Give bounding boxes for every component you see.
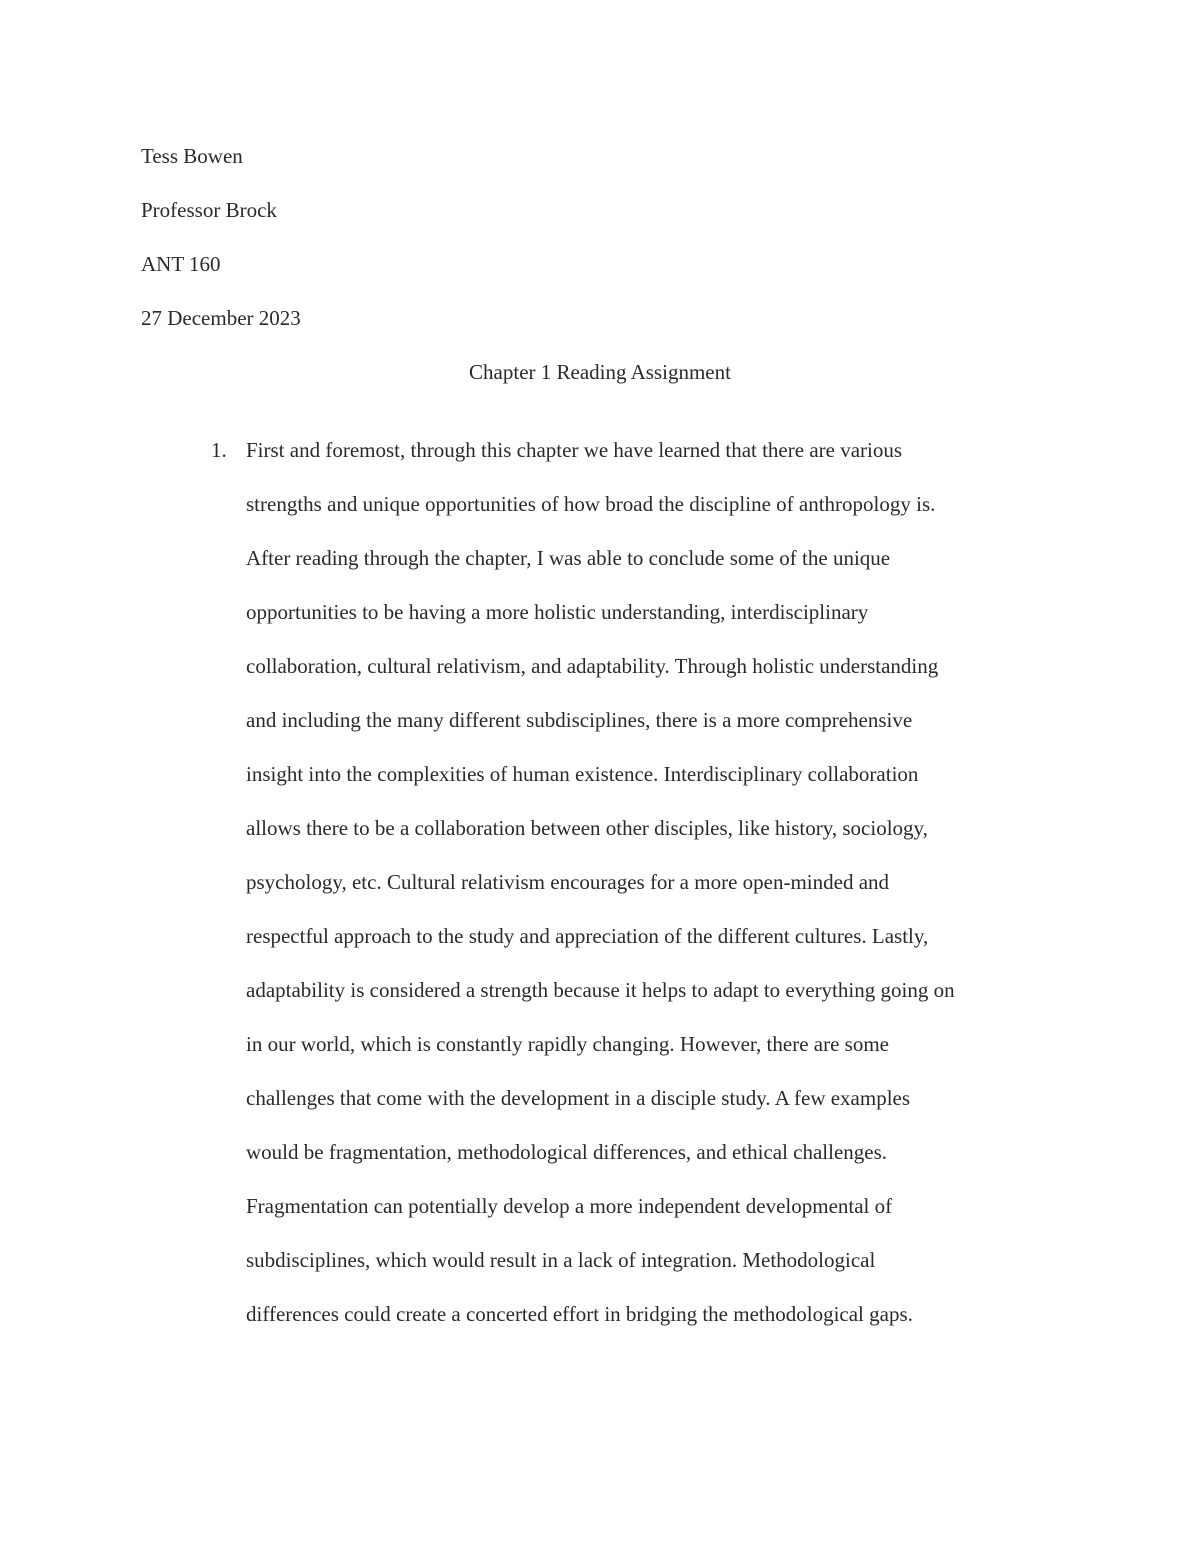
student-name: Tess Bowen xyxy=(141,144,243,168)
body-line: adaptability is considered a strength because it helps to adapt to everything going on xyxy=(246,978,955,1002)
course-code: ANT 160 xyxy=(141,252,221,276)
body-line: differences could create a concerted effort in bridging the methodological gaps. xyxy=(246,1302,913,1326)
body-line: would be fragmentation, methodological differences, and ethical challenges. xyxy=(246,1140,888,1164)
body-line: Fragmentation can potentially develop a more independent developmental of xyxy=(246,1194,893,1218)
body-line: strengths and unique opportunities of how broad the discipline of anthropology is. xyxy=(246,492,936,516)
document-date: 27 December 2023 xyxy=(141,306,301,330)
professor-name: Professor Brock xyxy=(141,198,277,222)
body-line: challenges that come with the development in a disciple study. A few examples xyxy=(246,1086,911,1110)
body-line: First and foremost, through this chapter we have learned that there are various xyxy=(246,438,903,462)
body-line: in our world, which is constantly rapidly changing. However, there are some xyxy=(246,1032,889,1056)
body-line: and including the many different subdisciplines, there is a more comprehensive xyxy=(246,708,913,732)
body-line: After reading through the chapter, I was able to conclude some of the unique xyxy=(246,546,891,570)
body-line: opportunities to be having a more holistic understanding, interdisciplinary xyxy=(246,600,869,624)
body-line: insight into the complexities of human existence. Interdisciplinary collaboration xyxy=(246,762,919,786)
list-item-number: 1. xyxy=(211,438,227,462)
document-title: Chapter 1 Reading Assignment xyxy=(469,360,731,384)
body-line: subdisciplines, which would result in a lack of integration. Methodological xyxy=(246,1248,876,1272)
body-line: respectful approach to the study and appreciation of the different cultures. Lastly, xyxy=(246,924,929,948)
body-line: allows there to be a collaboration between other disciples, like history, sociology, xyxy=(246,816,928,840)
body-line: psychology, etc. Cultural relativism encourages for a more open-minded and xyxy=(246,870,890,894)
body-line: collaboration, cultural relativism, and adaptability. Through holistic understanding xyxy=(246,654,939,678)
